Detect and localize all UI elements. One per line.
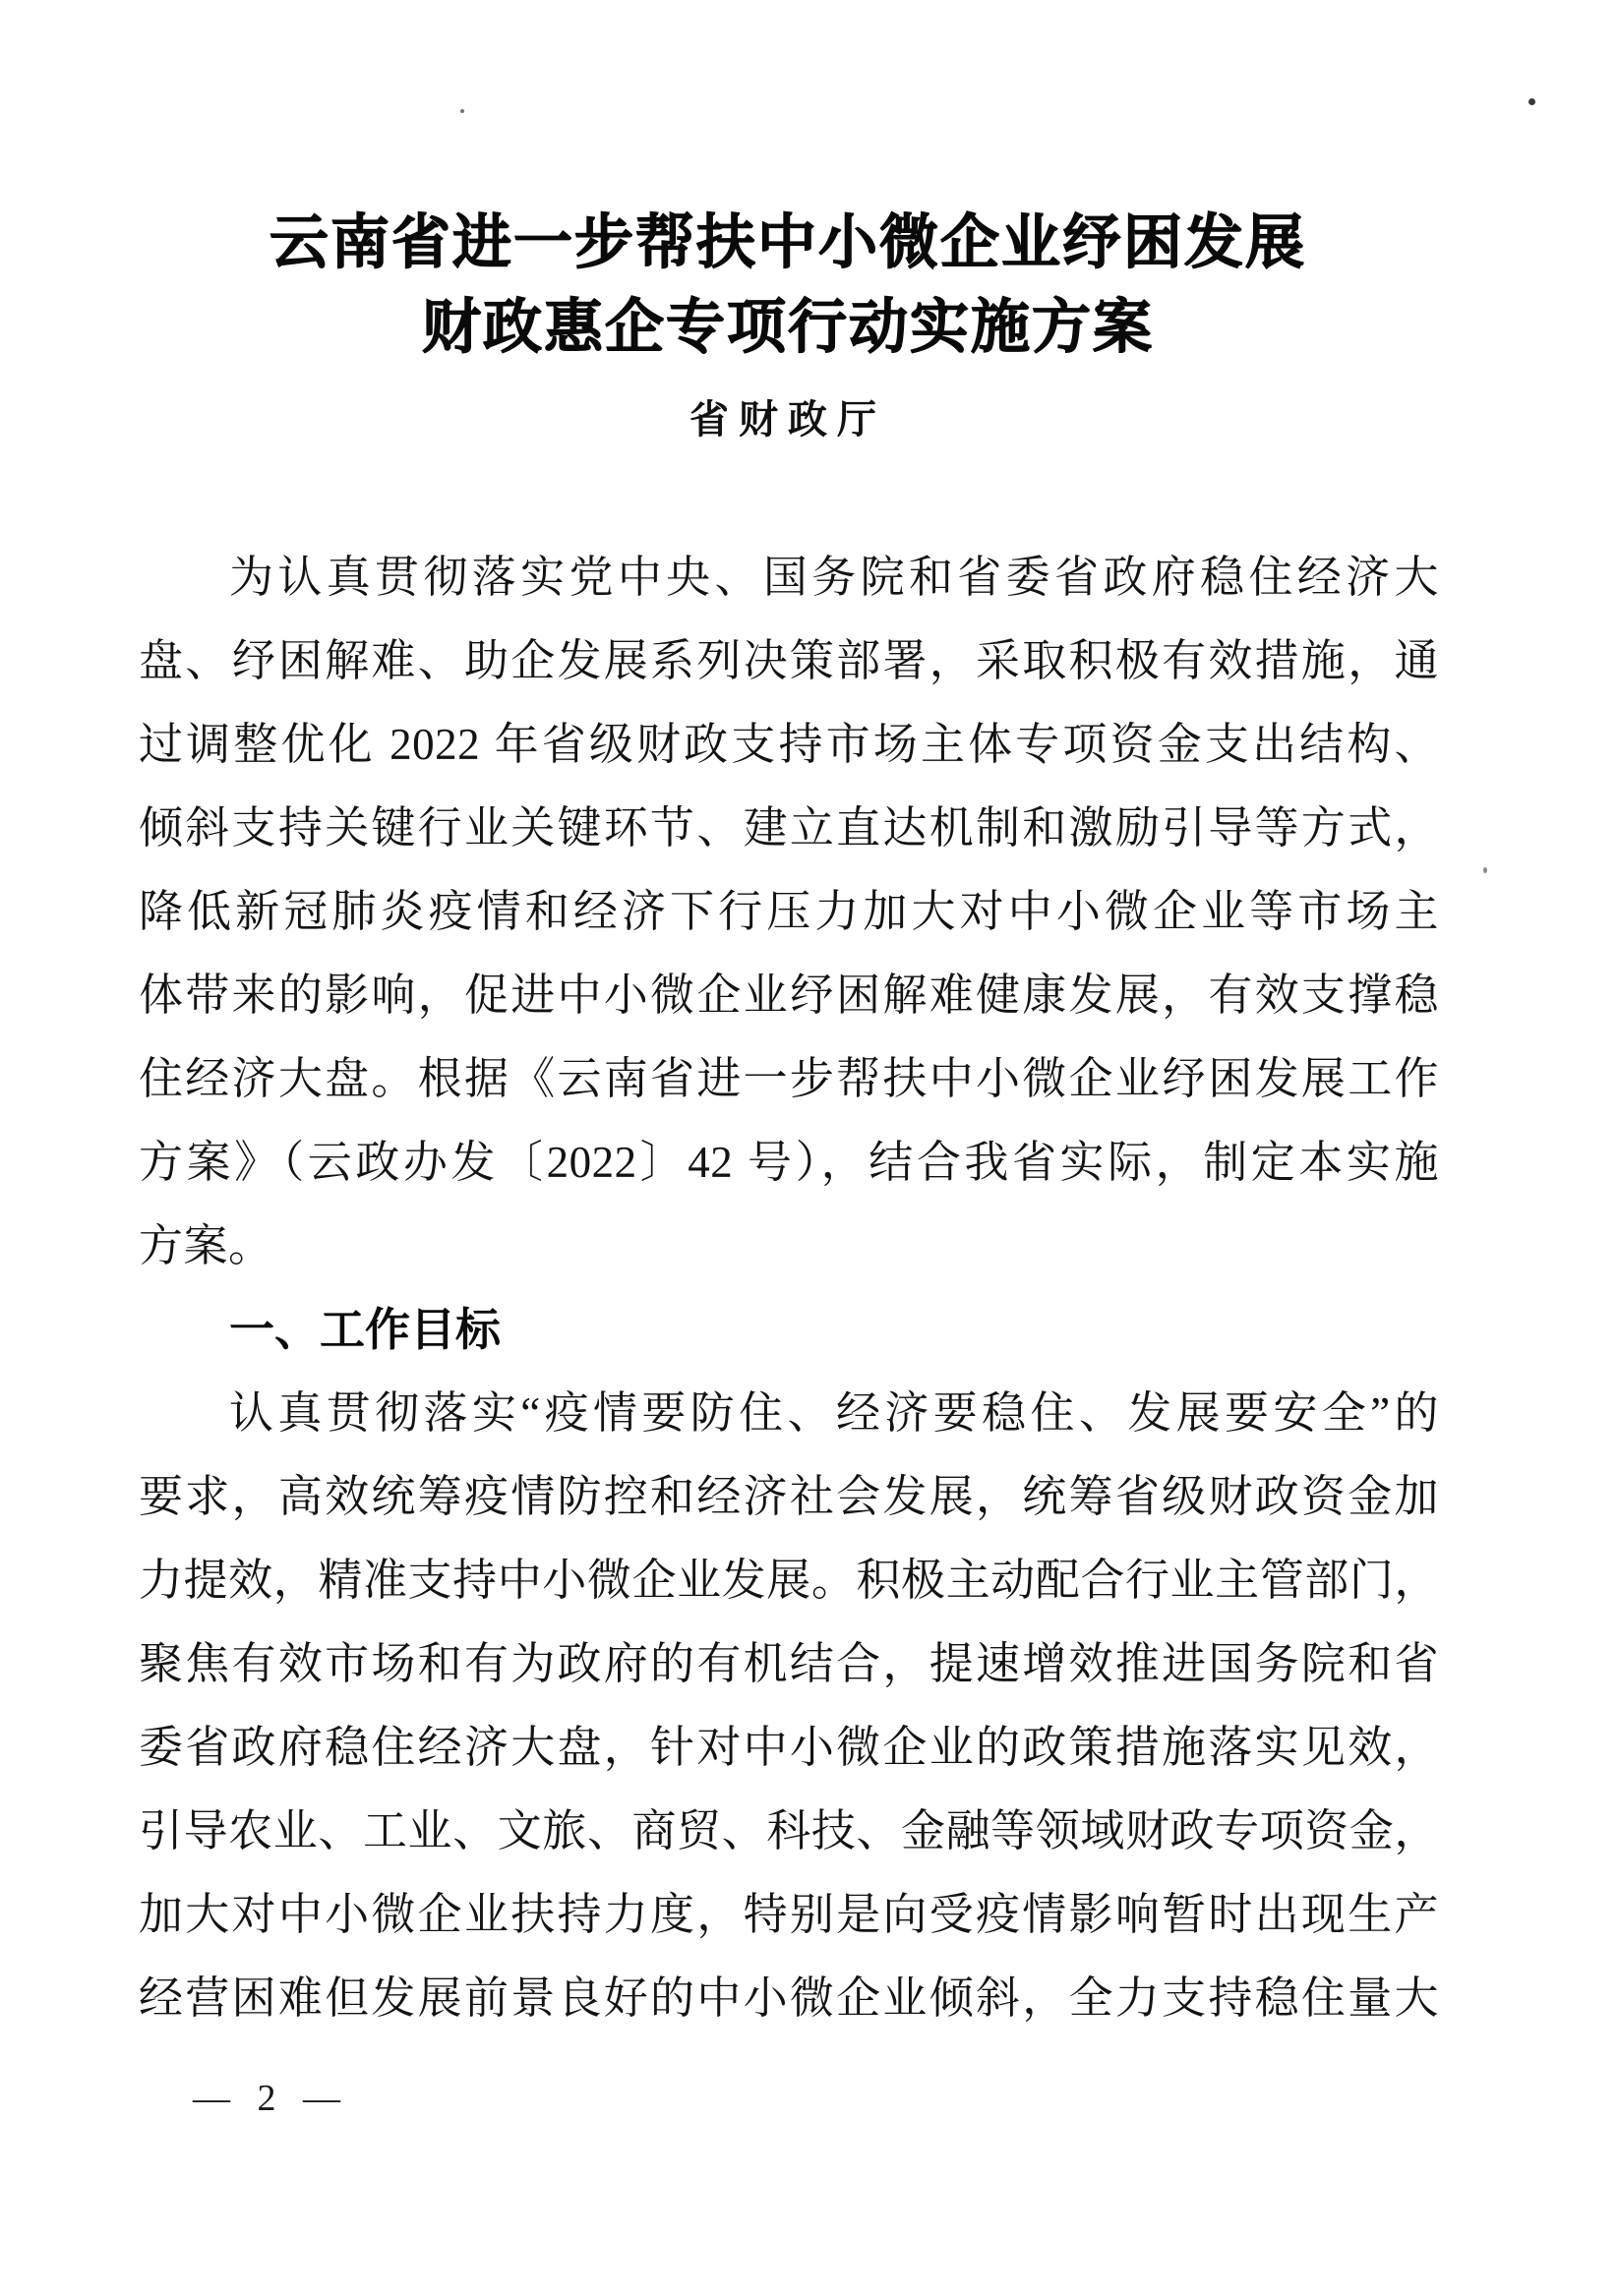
body-text-line: 倾斜支持关键行业关键环节、建立直达机制和激励引导等方式， xyxy=(139,803,1439,853)
body-text-line: 聚焦有效市场和有为政府的有机结合，提速增效推进国务院和省 xyxy=(139,1639,1439,1688)
document-author: 省财政厅 xyxy=(689,397,886,442)
document-title-line-1: 云南省进一步帮扶中小微企业纾困发展 xyxy=(270,209,1306,275)
document-title xyxy=(138,201,1438,370)
body-text-line: 体带来的影响，促进中小微企业纾困解难健康发展，有效支撑稳 xyxy=(139,971,1439,1020)
body-text-line: 盘、纾困解难、助企发展系列决策部署，采取积极有效措施，通 xyxy=(139,636,1439,685)
body-text-line: 认真贯彻落实“疫情要防住、经济要稳住、发展要安全”的 xyxy=(229,1388,1439,1438)
body-text-line: 方案》（云政办发〔2022〕42 号），结合我省实际，制定本实施 xyxy=(139,1138,1439,1187)
scan-speck xyxy=(1528,98,1535,105)
body-text-line: 过调整优化 2022 年省级财政支持市场主体专项资金支出结构、 xyxy=(139,720,1439,769)
body-text-line: 引导农业、工业、文旅、商贸、科技、金融等领域财政专项资金， xyxy=(139,1806,1439,1855)
scan-speck xyxy=(460,109,464,113)
body-text-line: 住经济大盘。根据《云南省进一步帮扶中小微企业纾困发展工作 xyxy=(139,1054,1439,1103)
scan-speck xyxy=(1483,867,1487,873)
body-text-line: 降低新冠肺炎疫情和经济下行压力加大对中小微企业等市场主 xyxy=(139,887,1439,936)
body-text-line: 力提效，精准支持中小微企业发展。积极主动配合行业主管部门， xyxy=(139,1556,1439,1605)
section-heading: 一、工作目标 xyxy=(229,1304,501,1355)
body-text-line: 经营困难但发展前景良好的中小微企业倾斜，全力支持稳住量大 xyxy=(139,1973,1439,2023)
body-text-line: 方案。 xyxy=(139,1221,273,1270)
document-body xyxy=(139,536,1439,2040)
body-text-line: 为认真贯彻落实党中央、国务院和省委省政府稳住经济大 xyxy=(229,553,1439,602)
document-title-line-2: 财政惠企专项行动实施方案 xyxy=(422,294,1154,360)
page-number: — 2 — xyxy=(193,2078,349,2119)
body-text-line: 加大对中小微企业扶持力度，特别是向受疫情影响暂时出现生产 xyxy=(139,1890,1439,1939)
body-text-line: 委省政府稳住经济大盘，针对中小微企业的政策措施落实见效， xyxy=(139,1723,1439,1772)
body-text-line: 要求，高效统筹疫情防控和经济社会发展，统筹省级财政资金加 xyxy=(139,1472,1439,1521)
